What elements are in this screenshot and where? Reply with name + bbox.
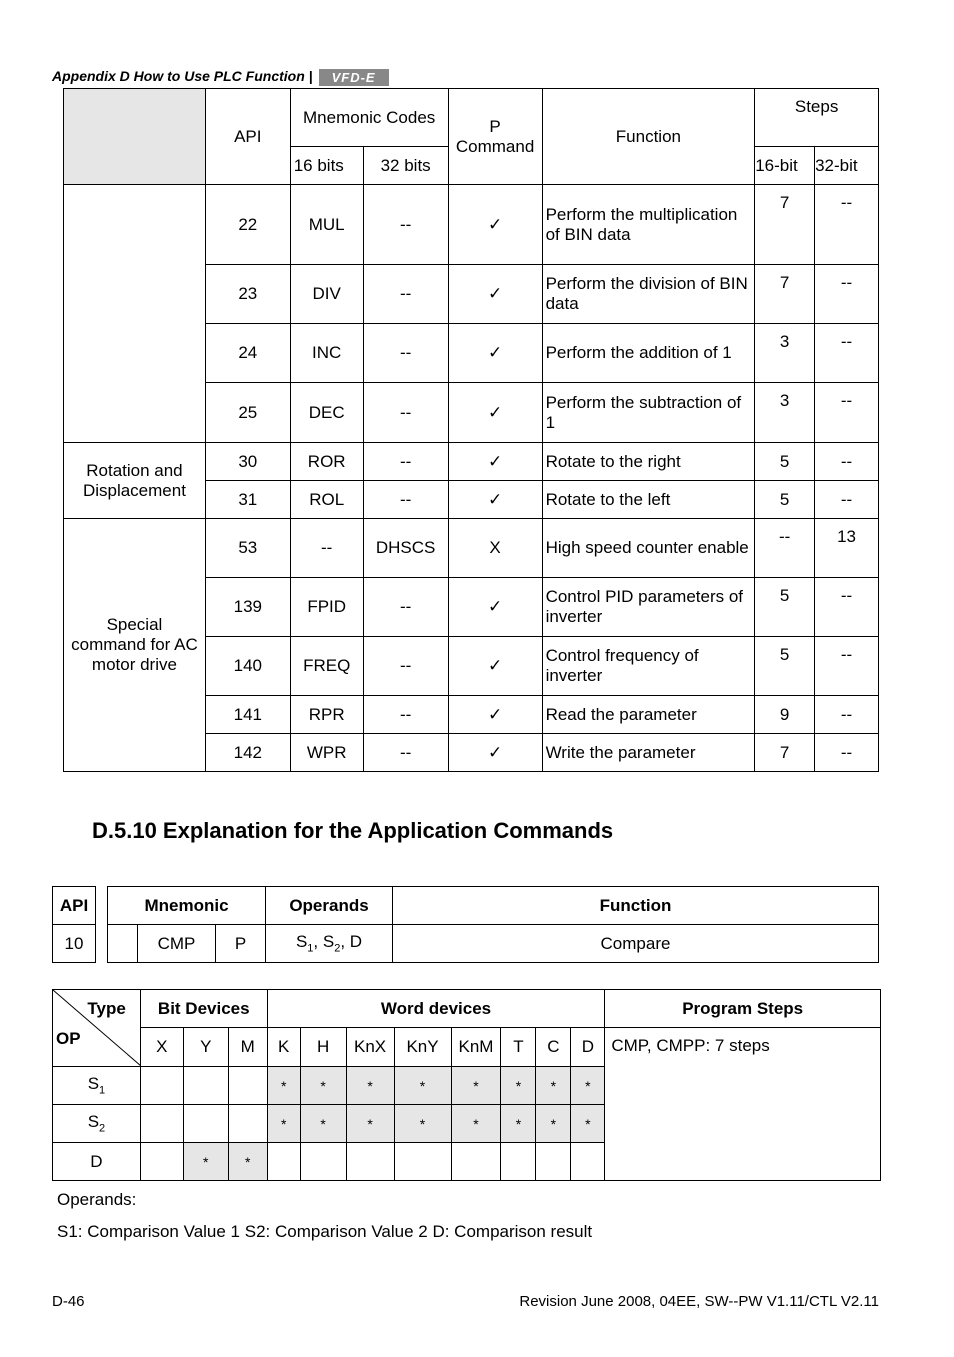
mnemonic16-cell: ROR <box>290 443 363 481</box>
section-title: D.5.10 Explanation for the Application Commands <box>92 818 614 843</box>
step32-cell: -- <box>815 324 879 383</box>
table-row <box>64 519 879 578</box>
cell <box>228 1105 267 1143</box>
cell <box>228 1067 267 1105</box>
cell <box>536 1143 571 1181</box>
page-number: D-46 <box>52 1293 85 1310</box>
star-cell: * <box>536 1067 571 1105</box>
api-label: API <box>53 887 96 925</box>
mnemonic-label: Mnemonic <box>108 887 266 925</box>
step32-cell: -- <box>815 637 879 696</box>
api-cell: 140 <box>205 637 290 696</box>
row-label: D <box>53 1143 141 1181</box>
col-t: T <box>501 1028 536 1067</box>
row-label-letter: S <box>87 1112 100 1132</box>
pcommand-cell: ✓ <box>448 443 542 481</box>
col-y: Y <box>183 1028 228 1067</box>
star-cell: * <box>451 1105 501 1143</box>
function-cell: Perform the multiplication of BIN data <box>542 185 755 265</box>
step16-cell: -- <box>755 519 815 578</box>
pcommand-cell: ✓ <box>448 185 542 265</box>
step16-cell: 5 <box>755 578 815 637</box>
operand-s1-letter: S <box>295 932 308 952</box>
function-cell: Rotate to the right <box>542 443 755 481</box>
star-cell: * <box>267 1105 300 1143</box>
program-steps-header: Program Steps <box>605 990 881 1028</box>
mnemonic32-cell: -- <box>363 637 448 696</box>
star-cell: * <box>300 1105 346 1143</box>
api-cell: 141 <box>205 696 290 734</box>
cell <box>300 1143 346 1181</box>
star-cell: * <box>571 1067 605 1105</box>
api-cell: 31 <box>205 481 290 519</box>
step16-cell: 9 <box>755 696 815 734</box>
program-steps-value: CMP, CMPP: 7 steps <box>605 1028 881 1181</box>
cell <box>140 1143 183 1181</box>
function-cell: Read the parameter <box>542 696 755 734</box>
pcommand-cell: X <box>448 519 542 578</box>
pcommand-cell: ✓ <box>448 481 542 519</box>
row-label <box>53 1105 141 1143</box>
step16-header: 16-bit <box>755 147 815 185</box>
row-label-letter: S <box>87 1074 100 1094</box>
star-cell: * <box>571 1105 605 1143</box>
row-label-sub: 1 <box>99 1084 106 1097</box>
col-d: D <box>571 1028 605 1067</box>
bits16-header: 16 bits <box>290 147 363 185</box>
function-cell: Control frequency of inverter <box>542 637 755 696</box>
col-k: K <box>267 1028 300 1067</box>
api-cell: 24 <box>205 324 290 383</box>
cell <box>267 1143 300 1181</box>
step32-cell: -- <box>815 481 879 519</box>
group-cell: Rotation and Displacement <box>64 443 206 519</box>
row-label <box>53 1067 141 1105</box>
step32-cell: -- <box>815 578 879 637</box>
mnemonic32-cell: -- <box>363 265 448 324</box>
api-cell: 25 <box>205 383 290 443</box>
mnemonic32-cell: -- <box>363 383 448 443</box>
api-cell: 22 <box>205 185 290 265</box>
star-cell: * <box>501 1067 536 1105</box>
function-cell: Write the parameter <box>542 734 755 772</box>
mnemonic-code: CMP <box>138 925 216 963</box>
pcommand-cell: ✓ <box>448 637 542 696</box>
step32-cell: -- <box>815 265 879 324</box>
mnemonic-header: Mnemonic Codes <box>290 89 448 147</box>
star-cell: * <box>300 1067 346 1105</box>
mnemonic32-cell: -- <box>363 185 448 265</box>
table-row <box>64 185 879 265</box>
col-h: H <box>300 1028 346 1067</box>
table-row <box>64 443 879 481</box>
mnemonic32-cell: -- <box>363 481 448 519</box>
api-cell: 53 <box>205 519 290 578</box>
api-cell: 23 <box>205 265 290 324</box>
function-cell: Perform the addition of 1 <box>542 324 755 383</box>
col-m: M <box>228 1028 267 1067</box>
cell <box>394 1143 451 1181</box>
cell <box>451 1143 501 1181</box>
device-table <box>52 989 881 1181</box>
op-label: OP <box>56 1029 81 1048</box>
function-header: Function <box>542 89 755 185</box>
step32-cell: -- <box>815 185 879 265</box>
bit-devices-header: Bit Devices <box>140 990 267 1028</box>
mnemonic16-cell: WPR <box>290 734 363 772</box>
mnemonic16-cell: DEC <box>290 383 363 443</box>
operands-value <box>266 925 393 963</box>
cell <box>183 1105 228 1143</box>
function-label: Function <box>393 887 879 925</box>
mnemonic32-cell: -- <box>363 696 448 734</box>
header-text: Appendix D How to Use PLC Function | <box>52 68 313 84</box>
cell <box>140 1067 183 1105</box>
step32-cell: -- <box>815 734 879 772</box>
pcommand-cell: ✓ <box>448 578 542 637</box>
group-cell: Special command for AC motor drive <box>64 519 206 772</box>
star-cell: * <box>346 1067 394 1105</box>
pcommand-cell: ✓ <box>448 324 542 383</box>
operands-description: S1: Comparison Value 1 S2: Comparison Value 2 D: Comparison result <box>57 1222 593 1241</box>
api-cell: 30 <box>205 443 290 481</box>
word-devices-header: Word devices <box>267 990 605 1028</box>
step16-cell: 7 <box>755 734 815 772</box>
blank-cell <box>108 925 138 963</box>
operands-label: Operands <box>266 887 393 925</box>
step32-cell: -- <box>815 696 879 734</box>
mnemonic32-cell: -- <box>363 734 448 772</box>
cell <box>346 1143 394 1181</box>
mnemonic16-cell: FREQ <box>290 637 363 696</box>
col-knx: KnX <box>346 1028 394 1067</box>
mnemonic16-cell: INC <box>290 324 363 383</box>
pcommand-header: P Command <box>448 89 542 185</box>
type-label: Type <box>87 999 126 1018</box>
step16-cell: 7 <box>755 265 815 324</box>
cell <box>183 1067 228 1105</box>
step16-cell: 5 <box>755 443 815 481</box>
operand-s2-sub: 2 <box>334 942 341 955</box>
type-op-cell <box>53 990 141 1067</box>
command-table <box>63 88 879 772</box>
star-cell: * <box>183 1143 228 1181</box>
mnemonic16-cell: -- <box>290 519 363 578</box>
mnemonic16-cell: RPR <box>290 696 363 734</box>
mnemonic32-cell: -- <box>363 578 448 637</box>
mnemonic16-cell: ROL <box>290 481 363 519</box>
function-cell: Perform the division of BIN data <box>542 265 755 324</box>
pulse-flag: P <box>216 925 266 963</box>
step32-cell: -- <box>815 383 879 443</box>
mnemonic32-cell: DHSCS <box>363 519 448 578</box>
steps-header: Steps <box>755 89 879 147</box>
operand-s2-letter: S <box>322 932 335 952</box>
api-value: 10 <box>53 925 96 963</box>
operand-comma: , <box>313 932 323 952</box>
star-cell: * <box>394 1067 451 1105</box>
step16-cell: 3 <box>755 383 815 443</box>
function-value: Compare <box>393 925 879 963</box>
operands-label: Operands: <box>57 1190 137 1209</box>
mnemonic32-cell: -- <box>363 324 448 383</box>
bits32-header: 32 bits <box>363 147 448 185</box>
star-cell: * <box>394 1105 451 1143</box>
cell <box>140 1105 183 1143</box>
api-cell: 142 <box>205 734 290 772</box>
function-cell: High speed counter enable <box>542 519 755 578</box>
api-cell: 139 <box>205 578 290 637</box>
cell <box>571 1143 605 1181</box>
step32-cell: 13 <box>815 519 879 578</box>
group-cell-empty <box>64 185 206 443</box>
mnemonic16-cell: FPID <box>290 578 363 637</box>
mnemonic16-cell: DIV <box>290 265 363 324</box>
mnemonic32-cell: -- <box>363 443 448 481</box>
step16-cell: 5 <box>755 637 815 696</box>
mnemonic-table <box>107 886 879 963</box>
brand-logo: VFD-E <box>319 69 389 86</box>
star-cell: * <box>228 1143 267 1181</box>
star-cell: * <box>346 1105 394 1143</box>
col-x: X <box>140 1028 183 1067</box>
col-c: C <box>536 1028 571 1067</box>
step16-cell: 3 <box>755 324 815 383</box>
function-cell: Control PID parameters of inverter <box>542 578 755 637</box>
row-label-sub: 2 <box>99 1122 106 1135</box>
step32-cell: -- <box>815 443 879 481</box>
col-knm: KnM <box>451 1028 501 1067</box>
step32-header: 32-bit <box>815 147 879 185</box>
page-header <box>52 68 389 86</box>
star-cell: * <box>451 1067 501 1105</box>
api-box <box>52 886 96 963</box>
cell <box>501 1143 536 1181</box>
operand-d: , D <box>340 932 363 952</box>
function-cell: Perform the subtraction of 1 <box>542 383 755 443</box>
star-cell: * <box>536 1105 571 1143</box>
star-cell: * <box>267 1067 300 1105</box>
function-cell: Rotate to the left <box>542 481 755 519</box>
col-kny: KnY <box>394 1028 451 1067</box>
pcommand-cell: ✓ <box>448 265 542 324</box>
mnemonic16-cell: MUL <box>290 185 363 265</box>
pcommand-cell: ✓ <box>448 734 542 772</box>
pcommand-cell: ✓ <box>448 696 542 734</box>
operand-s1-sub: 1 <box>307 942 314 955</box>
api-header: API <box>205 89 290 185</box>
step16-cell: 7 <box>755 185 815 265</box>
step16-cell: 5 <box>755 481 815 519</box>
group-header <box>64 89 206 185</box>
star-cell: * <box>501 1105 536 1143</box>
pcommand-cell: ✓ <box>448 383 542 443</box>
revision-text: Revision June 2008, 04EE, SW--PW V1.11/CTL V2.11 <box>519 1293 879 1310</box>
